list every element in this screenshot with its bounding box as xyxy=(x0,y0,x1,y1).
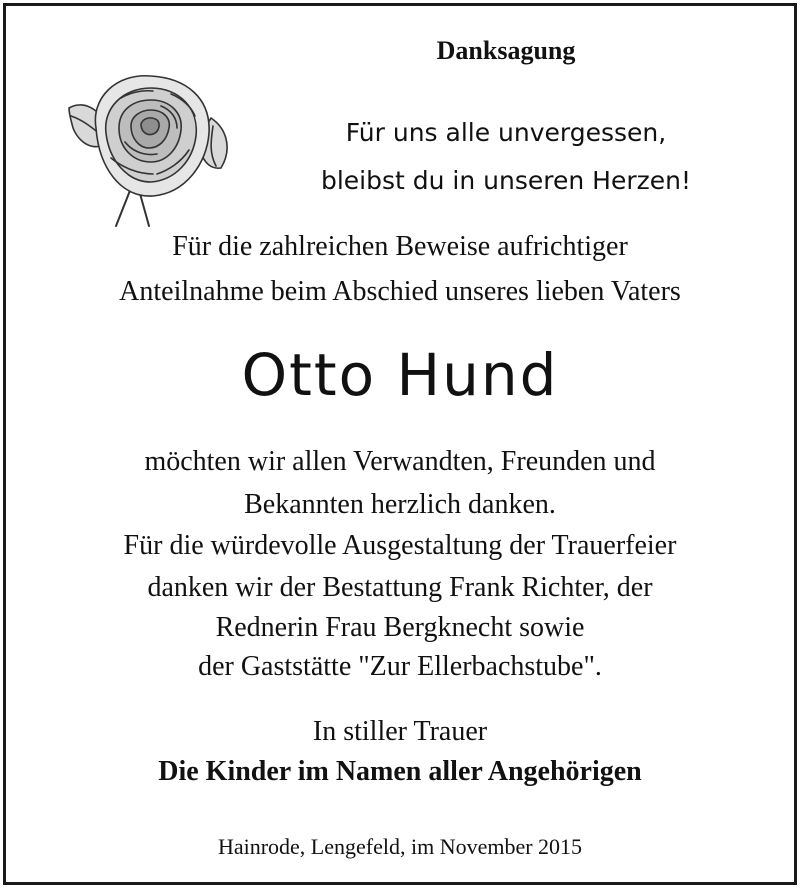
body-line-6: der Gaststätte "Zur Ellerbachstube". xyxy=(198,651,602,682)
body-line-3: Für die würdevolle Ausgestaltung der Trauerfeier xyxy=(123,530,677,561)
signature: Die Kinder im Namen aller Angehörigen xyxy=(158,756,642,787)
quote-line-2: bleibst du in unseren Herzen! xyxy=(320,166,691,195)
body-line-2: Bekannten herzlich danken. xyxy=(244,489,556,520)
intro-line-1: Für die zahlreichen Beweise aufrichtiger xyxy=(172,231,628,262)
body-line-5: Rednerin Frau Bergknecht sowie xyxy=(215,612,585,643)
rose-icon xyxy=(61,58,241,228)
place-date: Hainrode, Lengefeld, im November 2015 xyxy=(217,834,583,859)
notice-frame xyxy=(3,3,797,885)
intro-line-2: Anteilnahme beim Abschied unseres lieben Vaters xyxy=(119,276,681,307)
notice-title: Danksagung xyxy=(436,36,576,65)
body-line-1: möchten wir allen Verwandten, Freunden und xyxy=(144,446,656,477)
quote-line-1: Für uns alle unvergessen, xyxy=(345,118,667,147)
body-line-4: danken wir der Bestattung Frank Richter, der xyxy=(147,572,653,603)
deceased-name: Otto Hund xyxy=(241,341,559,409)
closing-phrase: In stiller Trauer xyxy=(312,716,488,747)
